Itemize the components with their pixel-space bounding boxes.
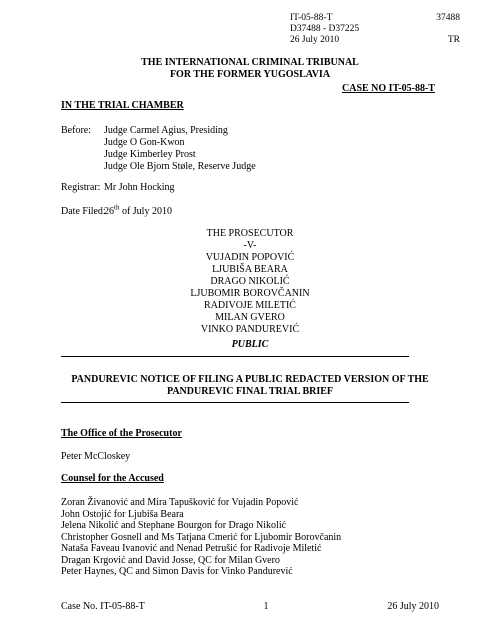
before-label: Before: [61, 125, 91, 136]
counsel-entry-6: Dragan Krgović and David Josse, QC for Milan Gvero [61, 554, 280, 566]
party-accused-5: RADIVOJE MILETIĆ [204, 300, 296, 311]
party-versus: -V- [243, 240, 257, 251]
counsel-entry-3: Jelena Nikolić and Stephane Bourgon for Drago Nikolić [61, 520, 287, 531]
judge-3: Judge Kimberley Prost [104, 149, 196, 160]
date-filed-day: 26 [104, 206, 114, 217]
date-filed-label: Date Filed: [61, 206, 106, 217]
counsel-entry-2: John Ostojić for Ljubiša Beara [61, 508, 184, 520]
header-page-ref: 37488 [436, 13, 460, 23]
counsel-entry-5: Nataša Faveau Ivanović and Nenad Petrušić for Radivoje Miletić [61, 543, 322, 554]
judge-presiding: Judge Carmel Agius, Presiding [104, 125, 228, 136]
parties-list [140, 228, 360, 336]
prosecutor-heading: The Office of the Prosecutor [61, 428, 182, 439]
party-accused-1: VUJADIN POPOVIĆ [205, 252, 295, 263]
prosecutor-name: Peter McCloskey [61, 451, 131, 462]
judge-reserve: Judge Ole Bjorn Støle, Reserve Judge [104, 161, 256, 172]
header-case-ref: IT-05-88-T [290, 13, 333, 23]
header-date: 26 July 2010 [290, 35, 340, 45]
registrar-label: Registrar: [61, 182, 101, 193]
public-label: PUBLIC [231, 339, 269, 350]
footer-date: 26 July 2010 [387, 601, 439, 612]
date-filed-rest: of July 2010 [119, 206, 172, 217]
party-accused-4: LJUBOMIR BOROVČANIN [190, 288, 310, 299]
tribunal-title-line2: FOR THE FORMER YUGOSLAVIA [169, 69, 331, 80]
top-rule [61, 356, 409, 357]
judge-2: Judge O Gon-Kwon [104, 137, 185, 148]
header-row-2 [290, 24, 460, 35]
party-accused-6: MILAN GVERO [215, 312, 285, 323]
counsel-entry-4: Christopher Gosnell and Ms Tatjana Cmerić for Ljubomir Borovčanin [61, 531, 342, 543]
date-filed-suffix: th [114, 203, 120, 212]
header-range: D37488 - D37225 [290, 24, 360, 34]
counsel-list [61, 497, 341, 578]
notice-title-line2: PANDUREVIC FINAL TRIAL BRIEF [166, 386, 334, 397]
counsel-heading: Counsel for the Accused [61, 473, 164, 484]
party-prosecutor: THE PROSECUTOR [206, 228, 294, 239]
document-header [290, 13, 460, 46]
registrar-name: Mr John Hocking [104, 182, 175, 193]
case-number: CASE NO IT-05-88-T [342, 83, 435, 94]
bottom-rule [61, 402, 409, 403]
chamber-heading: IN THE TRIAL CHAMBER [61, 100, 184, 111]
footer-page-number: 1 [263, 601, 269, 612]
notice-title-line1: PANDUREVIC NOTICE OF FILING A PUBLIC REDACTED VERSION OF THE [71, 374, 429, 385]
tribunal-title-line1: THE INTERNATIONAL CRIMINAL TRIBUNAL [141, 57, 359, 68]
party-accused-2: LJUBIŠA BEARA [212, 264, 288, 275]
date-filed-value [104, 203, 172, 218]
footer-case-no: Case No. IT-05-88-T [61, 601, 145, 612]
counsel-entry-1: Zoran Živanović and Mira Tapušković for Vujadin Popović [61, 497, 299, 508]
party-accused-7: VINKO PANDUREVIĆ [200, 324, 300, 335]
header-code: TR [447, 35, 460, 45]
header-row-1 [290, 13, 460, 24]
party-accused-3: DRAGO NIKOLIĆ [210, 276, 290, 287]
header-row-3 [290, 35, 460, 46]
counsel-entry-7: Peter Haynes, QC and Simon Davis for Vinko Pandurević [61, 566, 293, 577]
judges-list [104, 125, 256, 173]
page-footer [61, 601, 439, 613]
